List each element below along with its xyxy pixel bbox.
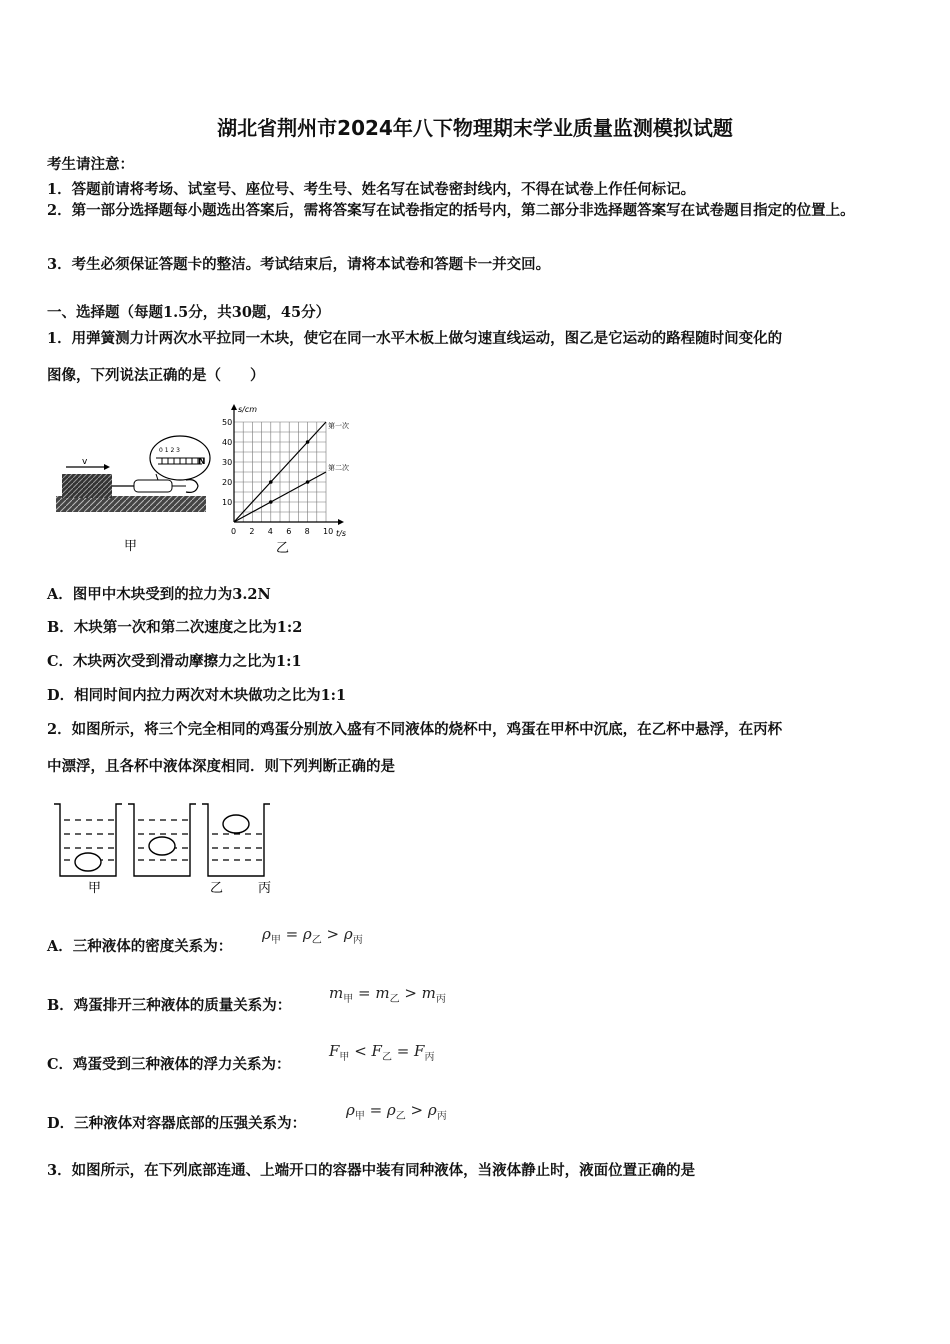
velocity-label: v [82,457,88,467]
svg-text:N: N [198,457,206,467]
x-tick-label: 4 [267,527,273,536]
y-axis-label: s/cm [238,405,258,414]
spring-scale [134,480,172,492]
egg-bing [223,815,249,833]
series-point [269,480,273,484]
x-axis-arrow [338,519,344,525]
q1-figure-jia [48,428,218,556]
notice-item-1: 1．答题前请将考场、试室号、座位号、考生号、姓名写在试卷密封线内，不得在试卷上作任何标记。 [47,181,696,198]
x-tick-label: 6 [286,527,292,536]
q2-option-d-formula: $\rho_甲 = \rho_乙 > \rho_丙$ [346,1101,447,1122]
y-tick-label: 20 [222,478,233,487]
q1-stem-line2: 图像，下列说法正确的是（ ） [47,367,265,384]
svg-text:0 1 2 3: 0 1 2 3 [159,447,180,454]
series-label-2: 第二次 [328,464,349,472]
egg-jia [75,853,101,871]
beaker-bing [202,804,270,876]
notice-item-2: 2．第一部分选择题每小题选出答案后，需将答案写在试卷指定的括号内，第二部分非选择题答案写在试卷题目指定的位置上。 [47,202,855,219]
notice-heading: 考生请注意： [47,156,134,173]
beaker-label-yi: 乙 [210,881,224,896]
y-axis-arrow [231,404,237,410]
q2-option-a-formula: $\rho_甲 = \rho_乙 > \rho_丙$ [262,925,363,946]
beaker-label-bing: 丙 [258,881,272,896]
q2-option-c-formula: $F_甲 < F_乙 = F_丙$ [329,1042,435,1063]
q1-option-c[interactable]: C．木块两次受到滑动摩擦力之比为1:1 [47,653,302,670]
series-label-1: 第一次 [328,422,349,430]
q2-option-a[interactable]: A．三种液体的密度关系为： [47,938,233,955]
beaker-jia [54,804,122,876]
q1-option-d[interactable]: D．相同时间内拉力两次对木块做功之比为1:1 [47,687,347,704]
q1-chart-yi [220,404,370,556]
beaker-label-jia: 甲 [88,881,102,896]
notice-item-3: 3．考生必须保证答题卡的整洁。考试结束后，请将本试卷和答题卡一并交回。 [47,256,551,273]
q1-stem-line1: 1．用弹簧测力计两次水平拉同一木块，使它在同一水平木板上做匀速直线运动，图乙是它运动的路程随时间变化的 [47,330,783,347]
y-tick-label: 40 [222,438,233,447]
q2-option-b[interactable]: B．鸡蛋排开三种液体的质量关系为： [47,997,292,1014]
series-point [306,480,310,484]
series-point [306,440,310,444]
x-tick-label: 8 [304,527,310,536]
q1-option-b[interactable]: B．木块第一次和第二次速度之比为1:2 [47,619,303,636]
page-title: 湖北省荆州市2024年八下物理期末学业质量监测模拟试题 [217,116,733,140]
hand-icon [186,480,198,493]
x-tick-label: 10 [323,527,334,536]
beaker-yi [128,804,196,876]
section-heading: 一、选择题（每题1.5分，共30题，45分） [47,304,331,321]
q2-stem-line1: 2．如图所示，将三个完全相同的鸡蛋分别放入盛有不同液体的烧杯中，鸡蛋在甲杯中沉底，在乙杯中悬浮，在丙杯 [47,721,783,738]
y-tick-label: 30 [222,458,233,467]
q2-option-c[interactable]: C．鸡蛋受到三种液体的浮力关系为： [47,1056,291,1073]
q2-option-b-formula: $m_甲 = m_乙 > m_丙$ [329,984,446,1005]
q2-stem-line2: 中漂浮，且各杯中液体深度相同．则下列判断正确的是 [47,758,395,775]
q3-stem: 3．如图所示，在下列底部连通、上端开口的容器中装有同种液体，当液体静止时，液面位置正确的是 [47,1162,696,1179]
series-point [269,500,273,504]
fig-label-jia: 甲 [124,539,138,554]
x-axis-label: t/s [336,529,346,538]
y-tick-label: 50 [222,418,233,427]
x-tick-label: 2 [249,527,255,536]
egg-yi [149,837,175,855]
q1-option-a[interactable]: A．图甲中木块受到的拉力为3.2N [47,586,271,603]
x-tick-label: 0 [231,527,237,536]
y-tick-label: 10 [222,498,233,507]
q2-beakers-figure [50,800,280,900]
q2-option-d[interactable]: D．三种液体对容器底部的压强关系为： [47,1115,307,1132]
fig-label-yi: 乙 [276,541,290,556]
